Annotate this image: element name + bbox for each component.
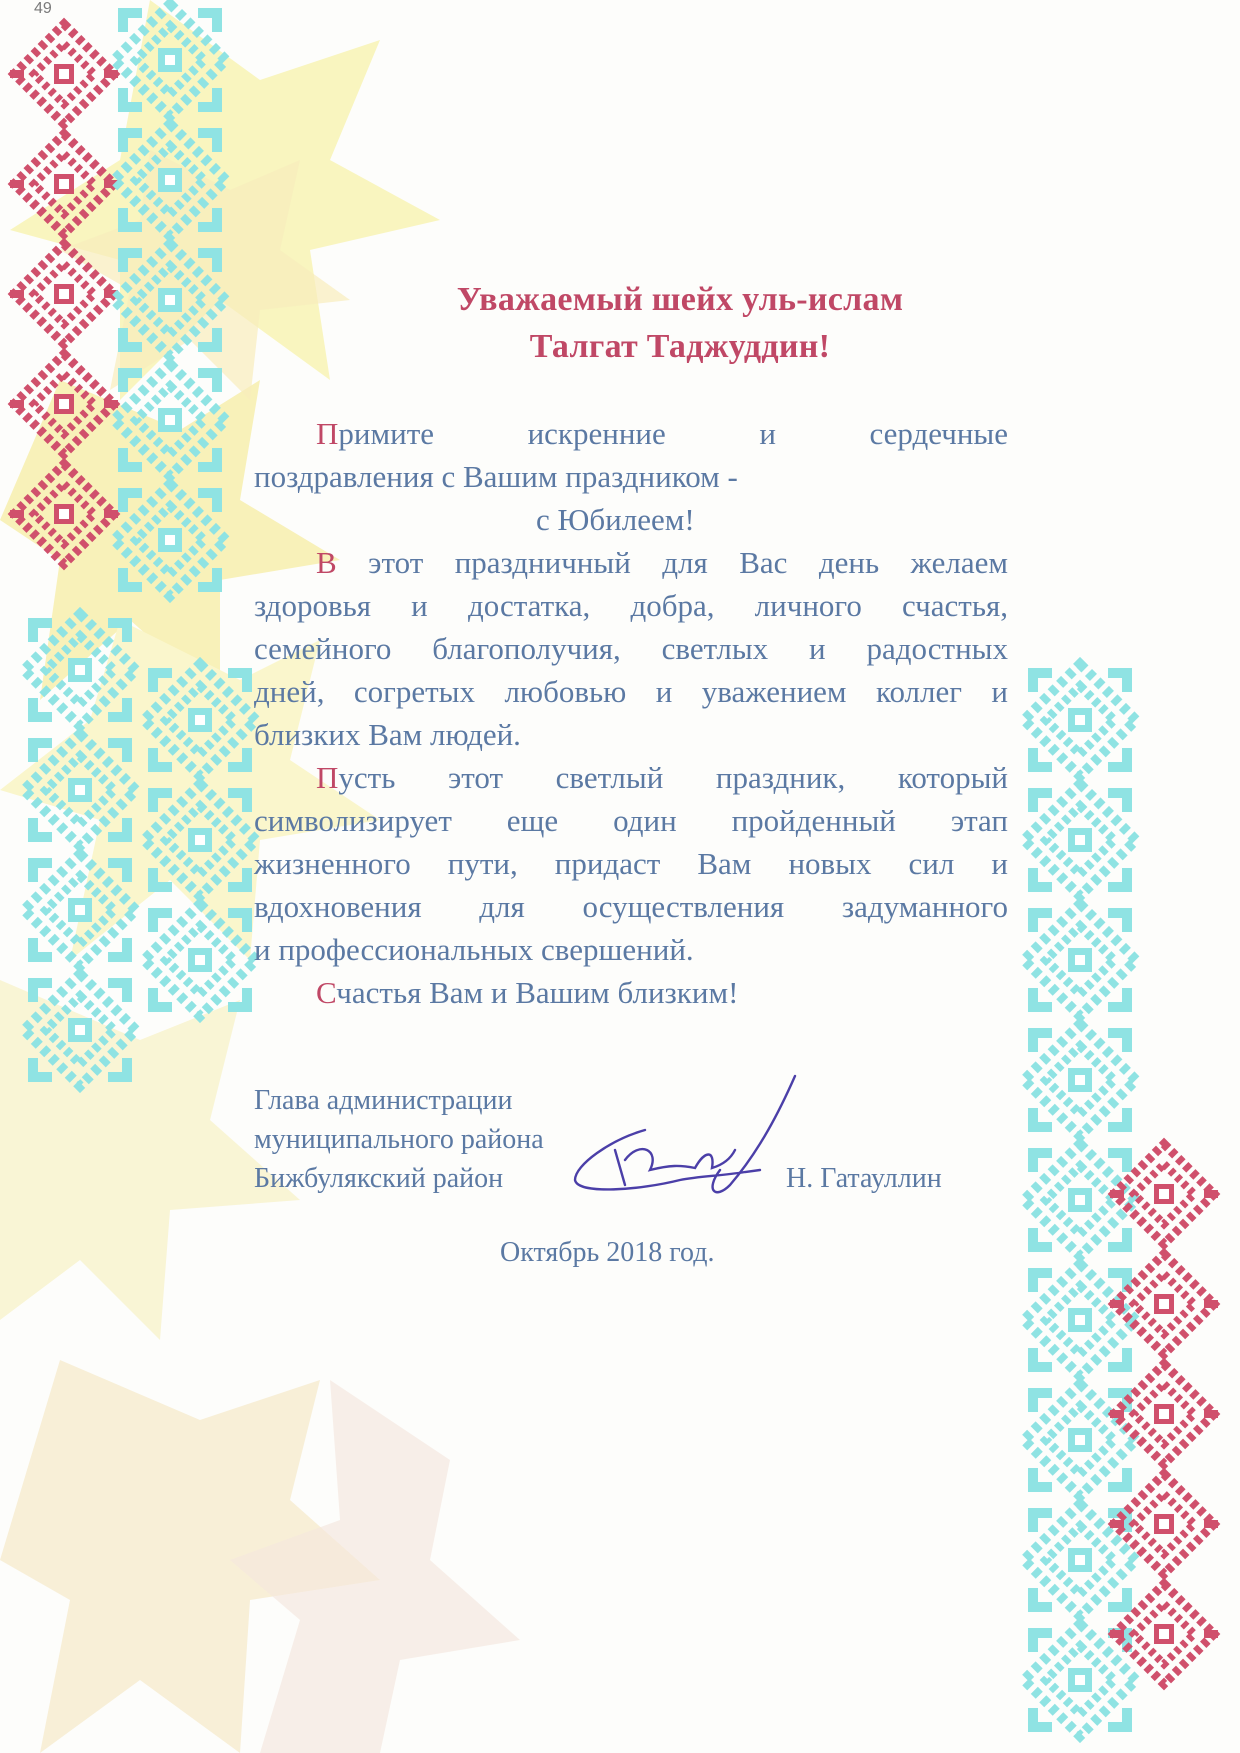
handwritten-signature xyxy=(575,1076,795,1192)
paragraph-3-line-5: и профессиональных свершений. xyxy=(254,932,694,967)
title-line-2: Талгат Таджуддин! xyxy=(529,328,831,365)
drop-letter: В xyxy=(316,545,337,580)
paragraph-2-line-4: дней, согретых любовью и уважением коллег и xyxy=(254,674,1008,709)
paragraph-2-line-5: близких Вам людей. xyxy=(254,717,521,752)
paragraph-3-line-4: вдохновения для осуществления задуманного xyxy=(254,889,1008,924)
paragraph-1-line-3: с Юбилеем! xyxy=(536,502,695,537)
paragraph-3-line-3: жизненного пути, придаст Вам новых сил и xyxy=(254,846,1008,881)
letter-body xyxy=(254,412,1008,1014)
drop-letter: П xyxy=(316,416,339,451)
paragraph-2-line-3: семейного благополучия, светлых и радостных xyxy=(254,631,1008,666)
title-line-1: Уважаемый шейх уль-ислам xyxy=(456,281,904,318)
signer-position-line-2: муниципального района xyxy=(254,1124,544,1155)
signer-position-line-1: Глава администрации xyxy=(254,1085,513,1116)
paragraph-2-line-2: здоровья и достатка, добра, личного счастья, xyxy=(254,588,1008,623)
letter-date: Октябрь 2018 год. xyxy=(500,1237,715,1268)
paragraph-2-line-1: В этот праздничный для Вас день желаем xyxy=(316,545,1008,580)
signer-name: Н. Гатауллин xyxy=(786,1163,942,1194)
drop-letter: П xyxy=(316,760,339,795)
paragraph-3-line-2: символизирует еще один пройденный этап xyxy=(254,803,1008,838)
paragraph-3-line-1: Пусть этот светлый праздник, который xyxy=(316,760,1008,795)
page-number-mark: 49 xyxy=(34,0,52,17)
drop-letter: С xyxy=(316,975,337,1010)
signer-position-line-3: Бижбулякский район xyxy=(254,1163,504,1194)
paragraph-4-line-1: Счастья Вам и Вашим близким! xyxy=(316,975,739,1010)
paragraph-1-line-2: поздравления с Вашим праздником - xyxy=(254,459,738,494)
paragraph-1-line-1: Примите искренние и сердечные xyxy=(316,416,1009,451)
